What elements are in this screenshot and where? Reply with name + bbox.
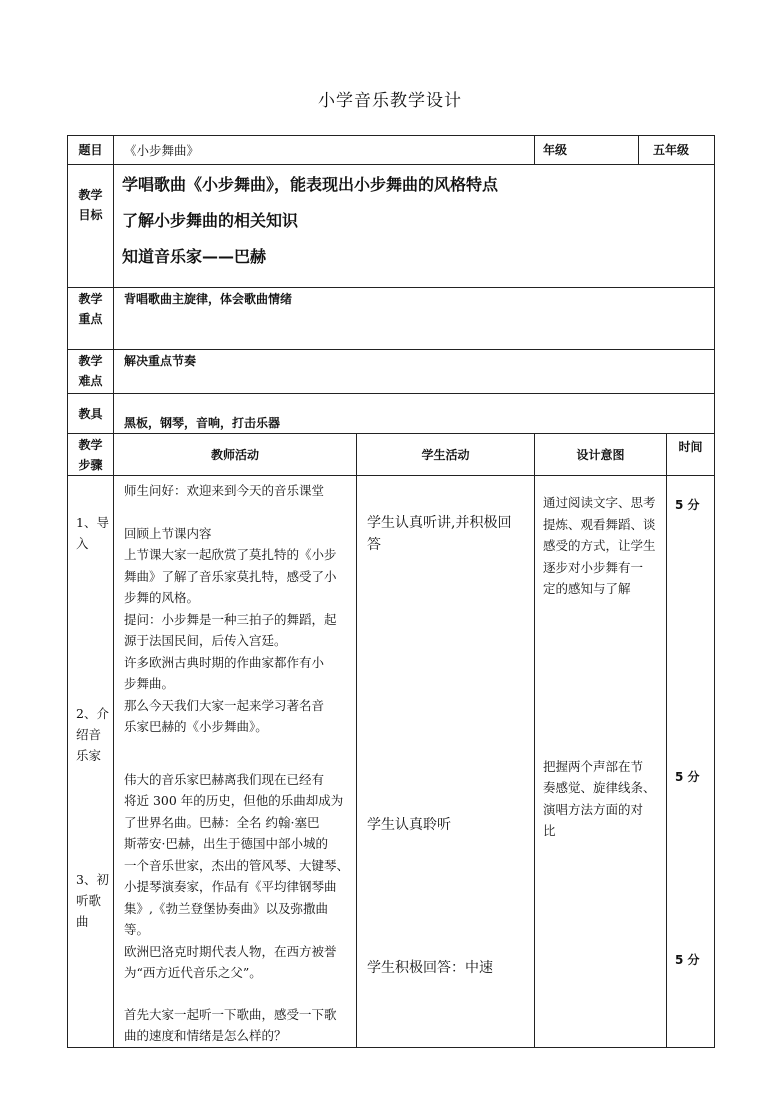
tools-row (68, 394, 715, 434)
goals-label-line: 目标 (78, 208, 103, 222)
goals-content (114, 165, 715, 288)
goals-label (68, 165, 114, 288)
step-time: 5 分 (675, 953, 700, 967)
step-name: 1、导 入 (76, 515, 109, 551)
page-title: 小学音乐教学设计 (318, 91, 462, 111)
key-points-row (68, 288, 715, 350)
goals-label-line: 教学 (78, 188, 103, 202)
goal-item: 了解小步舞曲的相关知识 (122, 211, 299, 230)
steps-header-line: 步骤 (78, 458, 103, 472)
difficulties-value: 解决重点节奏 (114, 350, 715, 394)
key-points-value: 背唱歌曲主旋律，体会歌曲情绪 (114, 288, 715, 350)
difficulties-row (68, 350, 715, 394)
goal-item: 学唱歌曲《小步舞曲》，能表现出小步舞曲的风格特点 (122, 175, 499, 194)
key-points-label-line: 教学 (78, 292, 103, 306)
intent-text: 把握两个声部在节 奏感觉、旋律线条、 演唱方法方面的对 比 (543, 758, 656, 838)
time-cell (667, 476, 715, 1048)
student-activities-cell (357, 476, 535, 1048)
topic-value: 《小步舞曲》 (114, 136, 535, 165)
teacher-activity: 伟大的音乐家巴赫离我们现在已经有 将近 300 年的历史，但他的乐曲却成为 了世界名曲。巴赫：全名 约翰·塞巴 斯蒂安·巴赫，出生于德国中部小城的 一个音乐世家，杰出的管风琴、大键琴、 小提琴演奏家，作品有《平均律钢琴曲 集》,《勃兰登堡协奏曲》以及弥撒曲等。 欧洲巴洛克时期代表人物，在西方被誉 为“西方近代音乐之父”。 (124, 771, 350, 980)
student-activity: 学生认真听讲,并积极回 答 (367, 515, 512, 553)
intent-text: 通过阅读文字、思考 提炼、观看舞蹈、谈 感受的方式，让学生 逐步对小步舞有一 定的感知与了解 (543, 495, 656, 596)
grade-value: 五年级 (639, 136, 715, 165)
topic-label: 题目 (68, 136, 114, 165)
step-names-cell (68, 476, 114, 1048)
steps-header-line: 教学 (78, 438, 103, 452)
key-points-label (68, 288, 114, 350)
steps-column-header (68, 434, 114, 476)
student-activity: 学生认真聆听 (367, 817, 451, 833)
difficulties-label (68, 350, 114, 394)
lesson-plan-table (67, 135, 715, 1048)
difficulties-label-line: 教学 (78, 354, 103, 368)
goal-item: 知道音乐家——巴赫 (122, 247, 267, 266)
teacher-activity: 师生问好：欢迎来到今天的音乐课堂 回顾上节课内容 上节课大家一起欣赏了莫扎特的《小步 舞曲》了解了音乐家莫扎特，感受了小 步舞的风格。 提问：小步舞是一种三拍子的舞蹈，起 源于法国民间，后传入宫廷。 许多欧洲古典时期的作曲家都作有小 步舞曲。 那么今天我们大家一起来学习著名音 乐家巴赫的《小步舞曲》。 (124, 483, 337, 734)
step-time: 5 分 (675, 498, 700, 512)
difficulties-label-line: 难点 (78, 374, 103, 388)
column-header-row (68, 434, 715, 476)
tools-value: 黑板，钢琴，音响，打击乐器 (114, 394, 715, 434)
teacher-activity: 首先大家一起听一下歌曲，感受一下歌 曲的速度和情绪是怎么样的？ (124, 1006, 337, 1043)
goals-row (68, 165, 715, 288)
teacher-activities-cell (114, 476, 357, 1048)
student-activity: 学生积极回答：中速 (367, 960, 493, 976)
step-name: 2、介 绍音 乐家 (76, 706, 109, 763)
student-column-header: 学生活动 (357, 434, 535, 476)
steps-body-row (68, 476, 715, 1048)
intent-column-header: 设计意图 (535, 434, 667, 476)
step-name: 3、初 听歌 曲 (76, 872, 109, 929)
tools-label: 教具 (68, 394, 114, 434)
grade-label: 年级 (535, 136, 639, 165)
key-points-label-line: 重点 (78, 312, 103, 326)
intent-cell (535, 476, 667, 1048)
teacher-column-header: 教师活动 (114, 434, 357, 476)
header-row (68, 136, 715, 165)
step-time: 5 分 (675, 770, 700, 784)
time-column-header: 时间 (667, 434, 715, 476)
